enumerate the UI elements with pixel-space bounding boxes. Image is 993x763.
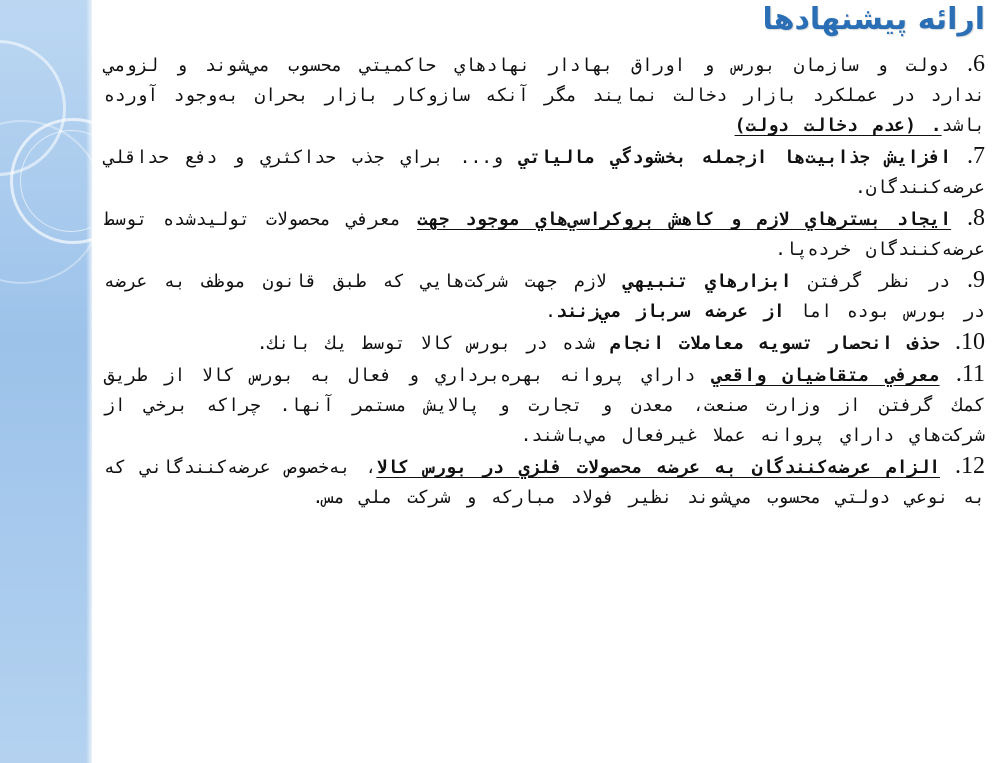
item-text: و... براي جذب حداكثري و دفع حداقلي عرضه‌كنندگان. <box>104 147 985 198</box>
item-number: 8. <box>967 205 986 231</box>
suggestion-item-9 <box>104 265 985 327</box>
suggestions-list <box>104 49 985 513</box>
item-text: معرفي محصولات توليدشده توسط عرضه‌كنندگان خرده‌پا. <box>104 209 985 260</box>
item-number: 12. <box>955 453 986 479</box>
suggestion-item-7 <box>104 141 985 203</box>
item-number: 10. <box>955 329 985 355</box>
item-text: لازم جهت شركت‌هايي كه طبق قانون موظف به عرضه در بورس بوده اما <box>104 271 985 322</box>
decorative-sidebar <box>0 0 92 763</box>
item-tail: از عرضه سرباز مي‌زنند <box>556 301 785 322</box>
item-text: شده در بورس كالا توسط يك بانك. <box>256 333 596 354</box>
suggestion-item-11 <box>104 359 985 451</box>
item-lead: الزام عرضه‌كنندگان به عرضه محصولات فلزي در بورس كالا <box>376 457 941 478</box>
item-number: 9. <box>967 267 985 293</box>
item-end: . <box>545 301 557 322</box>
item-lead: ابزارهاي تنبيهي <box>623 271 792 292</box>
item-lead: حذف انحصار تسويه معاملات انجام <box>609 333 941 354</box>
suggestion-item-10 <box>104 327 985 359</box>
item-text: در نظر گرفتن <box>808 271 951 292</box>
item-text: ، به‌خصوص عرضه‌كنندگاني كه به نوعي دولتي محسوب مي‌شوند نظير فولاد مباركه و شركت ملي مس. <box>104 457 985 508</box>
suggestion-item-12 <box>104 451 985 513</box>
item-emphasis: . (عدم دخالت دولت) <box>734 115 942 136</box>
suggestion-item-8 <box>104 203 985 265</box>
item-number: 11. <box>955 361 986 387</box>
item-lead: معرفي متقاضيان واقعي <box>711 365 940 386</box>
item-text: دولت و سازمان بورس و اوراق بهادار نهادهاي حاكميتي محسوب مي‌شوند و لزومي ندارد در عملكرد بازار دخالت نمايند مگر آنكه سازوكار بازار بحران به‌وجود آورده باشد <box>104 55 985 136</box>
item-lead: ايجاد بسترهاي لازم و كاهش بروكراسي‌هاي موجود جهت <box>416 209 952 230</box>
item-number: 6. <box>967 51 985 77</box>
slide-title: ارائه پيشنهادها <box>762 2 985 37</box>
item-lead: افزايش جذابيت‌ها ازجمله بخشودگي مالياتي <box>518 147 952 168</box>
item-number: 7. <box>967 143 986 169</box>
item-text: داراي پروانه بهره‌برداري و فعال به بورس كالا از طريق كمك گرفتن از وزارت صنعت، معدن و تجارت و پالايش مستمر آنها. چراكه برخي از شركت‌هاي داراي پروانه عملا غيرفعال مي‌باشند. <box>104 365 985 446</box>
suggestion-item-6 <box>104 49 985 141</box>
